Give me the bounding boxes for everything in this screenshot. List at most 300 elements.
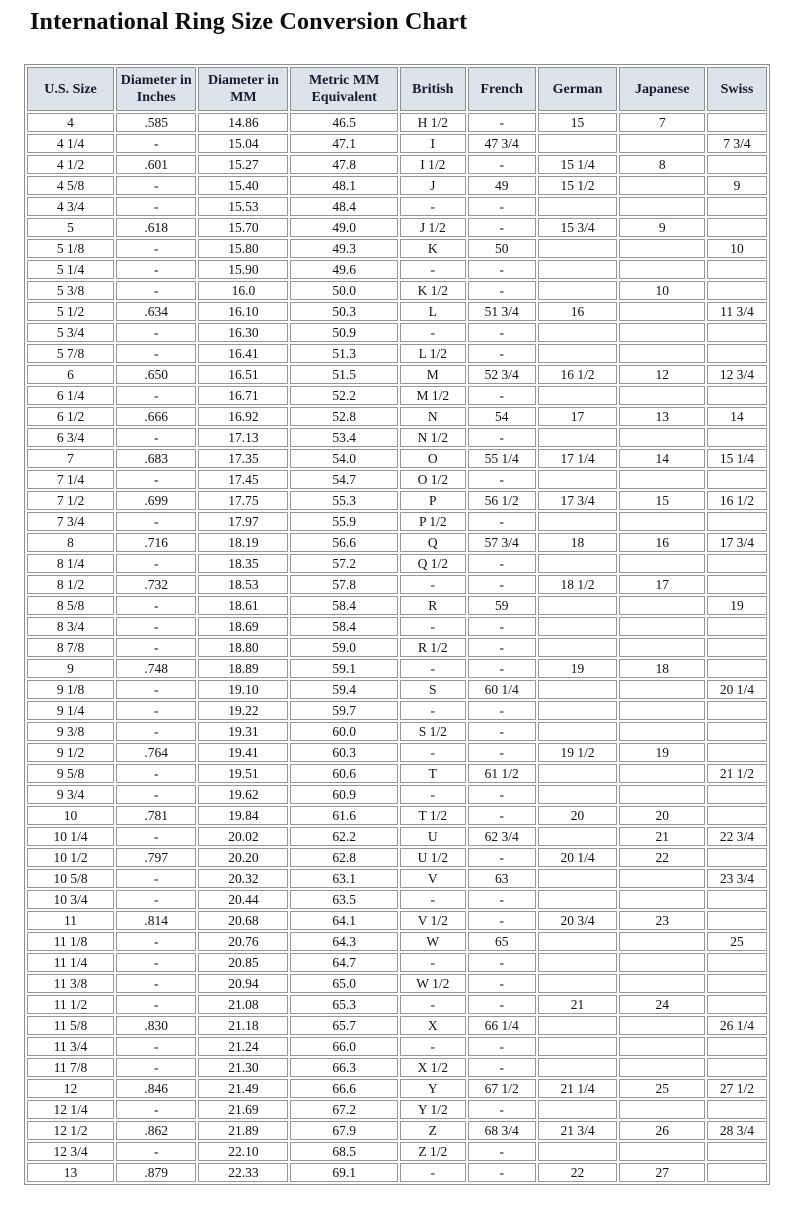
cell — [538, 638, 618, 657]
cell — [707, 260, 767, 279]
cell: 60.9 — [290, 785, 398, 804]
cell: 25 — [707, 932, 767, 951]
cell: 20 1/4 — [538, 848, 618, 867]
table-row — [27, 869, 767, 888]
cell: - — [400, 575, 466, 594]
cell: .650 — [116, 365, 196, 384]
cell — [707, 344, 767, 363]
cell: 7 3/4 — [27, 512, 114, 531]
cell — [538, 281, 618, 300]
cell: 15 3/4 — [538, 218, 618, 237]
cell: 61 1/2 — [468, 764, 536, 783]
cell — [538, 932, 618, 951]
cell: - — [116, 764, 196, 783]
cell: .781 — [116, 806, 196, 825]
cell: 18.89 — [198, 659, 288, 678]
cell: 17.13 — [198, 428, 288, 447]
cell: 59.4 — [290, 680, 398, 699]
cell: 15.53 — [198, 197, 288, 216]
cell: 21 1/4 — [538, 1079, 618, 1098]
cell: 21.08 — [198, 995, 288, 1014]
cell — [619, 512, 705, 531]
cell: J 1/2 — [400, 218, 466, 237]
table-row — [27, 1142, 767, 1161]
table-row — [27, 596, 767, 615]
table-row — [27, 1100, 767, 1119]
cell: 67.9 — [290, 1121, 398, 1140]
cell — [619, 1037, 705, 1056]
cell: - — [116, 470, 196, 489]
cell: 11 7/8 — [27, 1058, 114, 1077]
cell: - — [116, 554, 196, 573]
cell — [538, 974, 618, 993]
cell: O 1/2 — [400, 470, 466, 489]
cell: 14 — [619, 449, 705, 468]
cell: - — [468, 743, 536, 762]
cell: H 1/2 — [400, 113, 466, 132]
cell: 5 3/4 — [27, 323, 114, 342]
cell: 15.27 — [198, 155, 288, 174]
cell: 5 — [27, 218, 114, 237]
table-row — [27, 806, 767, 825]
table-row — [27, 764, 767, 783]
cell: 21.89 — [198, 1121, 288, 1140]
cell: 9 1/8 — [27, 680, 114, 699]
cell: 8 5/8 — [27, 596, 114, 615]
cell: W 1/2 — [400, 974, 466, 993]
cell: 25 — [619, 1079, 705, 1098]
cell: 21 1/2 — [707, 764, 767, 783]
cell: 21.24 — [198, 1037, 288, 1056]
cell — [538, 722, 618, 741]
cell: 53.4 — [290, 428, 398, 447]
cell — [538, 1142, 618, 1161]
cell: 67.2 — [290, 1100, 398, 1119]
cell — [707, 953, 767, 972]
cell: 10 1/2 — [27, 848, 114, 867]
column-header: British — [400, 67, 466, 111]
cell: 12 — [27, 1079, 114, 1098]
cell — [619, 386, 705, 405]
cell: V — [400, 869, 466, 888]
cell: .601 — [116, 155, 196, 174]
table-row — [27, 323, 767, 342]
cell: 15 1/4 — [707, 449, 767, 468]
cell: - — [400, 323, 466, 342]
cell: - — [116, 869, 196, 888]
cell: 49.0 — [290, 218, 398, 237]
table-row — [27, 827, 767, 846]
cell — [707, 554, 767, 573]
cell: 7 1/2 — [27, 491, 114, 510]
cell: 4 — [27, 113, 114, 132]
cell: 20.20 — [198, 848, 288, 867]
cell: 5 1/2 — [27, 302, 114, 321]
cell: .585 — [116, 113, 196, 132]
table-row — [27, 218, 767, 237]
cell — [707, 743, 767, 762]
cell: - — [468, 974, 536, 993]
cell: 12 1/4 — [27, 1100, 114, 1119]
cell: S 1/2 — [400, 722, 466, 741]
table-row — [27, 995, 767, 1014]
cell: .683 — [116, 449, 196, 468]
table-row — [27, 785, 767, 804]
cell: 4 5/8 — [27, 176, 114, 195]
table-row — [27, 344, 767, 363]
table-row — [27, 281, 767, 300]
cell — [538, 785, 618, 804]
cell: 57 3/4 — [468, 533, 536, 552]
cell: 59.0 — [290, 638, 398, 657]
cell: 22.33 — [198, 1163, 288, 1182]
cell: 60.0 — [290, 722, 398, 741]
cell: 9 — [27, 659, 114, 678]
cell: 16.41 — [198, 344, 288, 363]
cell: - — [116, 932, 196, 951]
cell: 11 1/2 — [27, 995, 114, 1014]
cell: 21.49 — [198, 1079, 288, 1098]
cell: 16.0 — [198, 281, 288, 300]
cell: Y 1/2 — [400, 1100, 466, 1119]
cell: - — [400, 953, 466, 972]
cell: 9 3/4 — [27, 785, 114, 804]
cell: - — [468, 575, 536, 594]
cell: 63.1 — [290, 869, 398, 888]
table-row — [27, 1121, 767, 1140]
cell: 16.51 — [198, 365, 288, 384]
cell: .830 — [116, 1016, 196, 1035]
table-row — [27, 743, 767, 762]
table-header — [27, 67, 767, 111]
cell: 19 1/2 — [538, 743, 618, 762]
table-row — [27, 365, 767, 384]
table-row — [27, 407, 767, 426]
cell: - — [468, 617, 536, 636]
cell: 5 3/8 — [27, 281, 114, 300]
cell: N 1/2 — [400, 428, 466, 447]
cell: 11 5/8 — [27, 1016, 114, 1035]
cell: 62.2 — [290, 827, 398, 846]
cell: 20.94 — [198, 974, 288, 993]
cell: - — [468, 1037, 536, 1056]
cell: 19.31 — [198, 722, 288, 741]
cell: 17 — [619, 575, 705, 594]
table-row — [27, 533, 767, 552]
cell: 60.6 — [290, 764, 398, 783]
cell — [619, 554, 705, 573]
table-row — [27, 470, 767, 489]
cell: 56 1/2 — [468, 491, 536, 510]
cell — [707, 155, 767, 174]
cell — [707, 848, 767, 867]
cell: - — [468, 281, 536, 300]
cell: 20.85 — [198, 953, 288, 972]
cell: - — [468, 806, 536, 825]
cell: - — [468, 995, 536, 1014]
cell: 20.44 — [198, 890, 288, 909]
cell: 58.4 — [290, 617, 398, 636]
cell: 11 3/4 — [27, 1037, 114, 1056]
cell: - — [116, 323, 196, 342]
cell: I 1/2 — [400, 155, 466, 174]
cell: 18.69 — [198, 617, 288, 636]
cell: 7 1/4 — [27, 470, 114, 489]
cell: 20.32 — [198, 869, 288, 888]
cell — [707, 1100, 767, 1119]
table-row — [27, 953, 767, 972]
cell: 52.2 — [290, 386, 398, 405]
cell: - — [116, 596, 196, 615]
table-row — [27, 722, 767, 741]
table-row — [27, 911, 767, 930]
ring-size-conversion-table — [24, 64, 770, 1185]
cell: Q 1/2 — [400, 554, 466, 573]
cell: 18.61 — [198, 596, 288, 615]
cell: 50.0 — [290, 281, 398, 300]
cell: 54.7 — [290, 470, 398, 489]
cell: 69.1 — [290, 1163, 398, 1182]
cell: - — [116, 239, 196, 258]
cell: 24 — [619, 995, 705, 1014]
cell: - — [116, 512, 196, 531]
column-header: Japanese — [619, 67, 705, 111]
cell: 5 1/4 — [27, 260, 114, 279]
cell: 54.0 — [290, 449, 398, 468]
cell: Z 1/2 — [400, 1142, 466, 1161]
cell: 66.3 — [290, 1058, 398, 1077]
cell: .666 — [116, 407, 196, 426]
cell: 21 — [619, 827, 705, 846]
cell: - — [468, 323, 536, 342]
cell: .716 — [116, 533, 196, 552]
cell — [619, 470, 705, 489]
table-row — [27, 554, 767, 573]
cell — [707, 218, 767, 237]
cell: 59.7 — [290, 701, 398, 720]
table-row — [27, 197, 767, 216]
cell: - — [468, 554, 536, 573]
cell: 68.5 — [290, 1142, 398, 1161]
cell: 18.35 — [198, 554, 288, 573]
cell: - — [468, 260, 536, 279]
table-row — [27, 239, 767, 258]
cell: - — [468, 659, 536, 678]
cell: 15.90 — [198, 260, 288, 279]
cell — [538, 680, 618, 699]
cell: 21 3/4 — [538, 1121, 618, 1140]
cell — [538, 470, 618, 489]
cell: - — [116, 134, 196, 153]
cell — [538, 1016, 618, 1035]
cell: - — [468, 890, 536, 909]
cell: M — [400, 365, 466, 384]
cell — [619, 302, 705, 321]
cell — [707, 785, 767, 804]
cell — [707, 806, 767, 825]
cell: 50 — [468, 239, 536, 258]
cell: 19.51 — [198, 764, 288, 783]
cell: 15 — [538, 113, 618, 132]
column-header: U.S. Size — [27, 67, 114, 111]
cell: 10 — [27, 806, 114, 825]
cell — [619, 953, 705, 972]
cell — [619, 176, 705, 195]
cell — [538, 617, 618, 636]
cell: - — [400, 1037, 466, 1056]
table-row — [27, 701, 767, 720]
cell: .846 — [116, 1079, 196, 1098]
cell: 48.1 — [290, 176, 398, 195]
cell: 16 — [538, 302, 618, 321]
cell — [538, 386, 618, 405]
cell: 16 — [619, 533, 705, 552]
cell — [707, 1058, 767, 1077]
cell: W — [400, 932, 466, 951]
cell: - — [116, 1058, 196, 1077]
table-row — [27, 680, 767, 699]
cell: 11 3/4 — [707, 302, 767, 321]
cell — [707, 512, 767, 531]
cell: 5 1/8 — [27, 239, 114, 258]
cell: 55 1/4 — [468, 449, 536, 468]
cell: 10 1/4 — [27, 827, 114, 846]
table-row — [27, 1079, 767, 1098]
cell — [619, 785, 705, 804]
cell — [707, 974, 767, 993]
cell: 7 — [27, 449, 114, 468]
cell: .814 — [116, 911, 196, 930]
cell — [538, 1037, 618, 1056]
cell: - — [468, 197, 536, 216]
cell: .797 — [116, 848, 196, 867]
cell — [707, 428, 767, 447]
cell: 61.6 — [290, 806, 398, 825]
cell: 57.2 — [290, 554, 398, 573]
cell: - — [400, 743, 466, 762]
cell: - — [468, 701, 536, 720]
cell: 62 3/4 — [468, 827, 536, 846]
cell: 20.02 — [198, 827, 288, 846]
cell: 60.3 — [290, 743, 398, 762]
cell: 20.68 — [198, 911, 288, 930]
cell: 8 7/8 — [27, 638, 114, 657]
cell: 12 3/4 — [707, 365, 767, 384]
cell: 15.04 — [198, 134, 288, 153]
cell: - — [400, 659, 466, 678]
cell — [538, 1058, 618, 1077]
cell: - — [468, 638, 536, 657]
cell: P 1/2 — [400, 512, 466, 531]
cell: - — [468, 1142, 536, 1161]
cell: 26 — [619, 1121, 705, 1140]
table-row — [27, 512, 767, 531]
cell: - — [400, 995, 466, 1014]
cell: 19.22 — [198, 701, 288, 720]
cell: 64.3 — [290, 932, 398, 951]
cell: 9 5/8 — [27, 764, 114, 783]
cell: T — [400, 764, 466, 783]
cell — [619, 701, 705, 720]
cell: 22 — [619, 848, 705, 867]
cell — [707, 701, 767, 720]
cell — [619, 974, 705, 993]
cell: 17 3/4 — [538, 491, 618, 510]
cell: 15 1/2 — [538, 176, 618, 195]
cell: R — [400, 596, 466, 615]
cell: - — [468, 470, 536, 489]
cell: 15.80 — [198, 239, 288, 258]
cell: - — [116, 281, 196, 300]
cell: 16 1/2 — [538, 365, 618, 384]
cell — [707, 659, 767, 678]
cell: 27 — [619, 1163, 705, 1182]
cell: 65.3 — [290, 995, 398, 1014]
cell: 52 3/4 — [468, 365, 536, 384]
table-row — [27, 302, 767, 321]
cell: 50.9 — [290, 323, 398, 342]
cell: X 1/2 — [400, 1058, 466, 1077]
table-row — [27, 575, 767, 594]
cell: 18 — [538, 533, 618, 552]
table-row — [27, 974, 767, 993]
cell — [538, 764, 618, 783]
table-row — [27, 932, 767, 951]
cell: 7 3/4 — [707, 134, 767, 153]
cell — [619, 617, 705, 636]
cell — [619, 764, 705, 783]
cell — [707, 323, 767, 342]
cell: - — [400, 890, 466, 909]
cell: 20 3/4 — [538, 911, 618, 930]
cell: - — [116, 995, 196, 1014]
cell: 20.76 — [198, 932, 288, 951]
cell: 16.10 — [198, 302, 288, 321]
cell: 64.7 — [290, 953, 398, 972]
cell: 13 — [619, 407, 705, 426]
cell: 22 3/4 — [707, 827, 767, 846]
page-title: International Ring Size Conversion Chart — [30, 9, 468, 35]
cell — [619, 932, 705, 951]
cell — [707, 575, 767, 594]
cell — [538, 827, 618, 846]
cell: 65.0 — [290, 974, 398, 993]
cell: 11 3/8 — [27, 974, 114, 993]
cell: 17.35 — [198, 449, 288, 468]
cell: - — [468, 344, 536, 363]
cell: O — [400, 449, 466, 468]
cell — [619, 344, 705, 363]
cell: - — [468, 512, 536, 531]
cell: 4 1/2 — [27, 155, 114, 174]
cell: 51 3/4 — [468, 302, 536, 321]
cell: L — [400, 302, 466, 321]
cell: - — [116, 1100, 196, 1119]
cell: - — [468, 428, 536, 447]
cell — [619, 428, 705, 447]
cell — [619, 1058, 705, 1077]
cell: 15.70 — [198, 218, 288, 237]
cell — [707, 470, 767, 489]
table-row — [27, 1037, 767, 1056]
cell: 15 1/4 — [538, 155, 618, 174]
cell: P — [400, 491, 466, 510]
cell: 60 1/4 — [468, 680, 536, 699]
table-row — [27, 176, 767, 195]
cell — [619, 869, 705, 888]
cell: 19.41 — [198, 743, 288, 762]
cell: - — [116, 890, 196, 909]
